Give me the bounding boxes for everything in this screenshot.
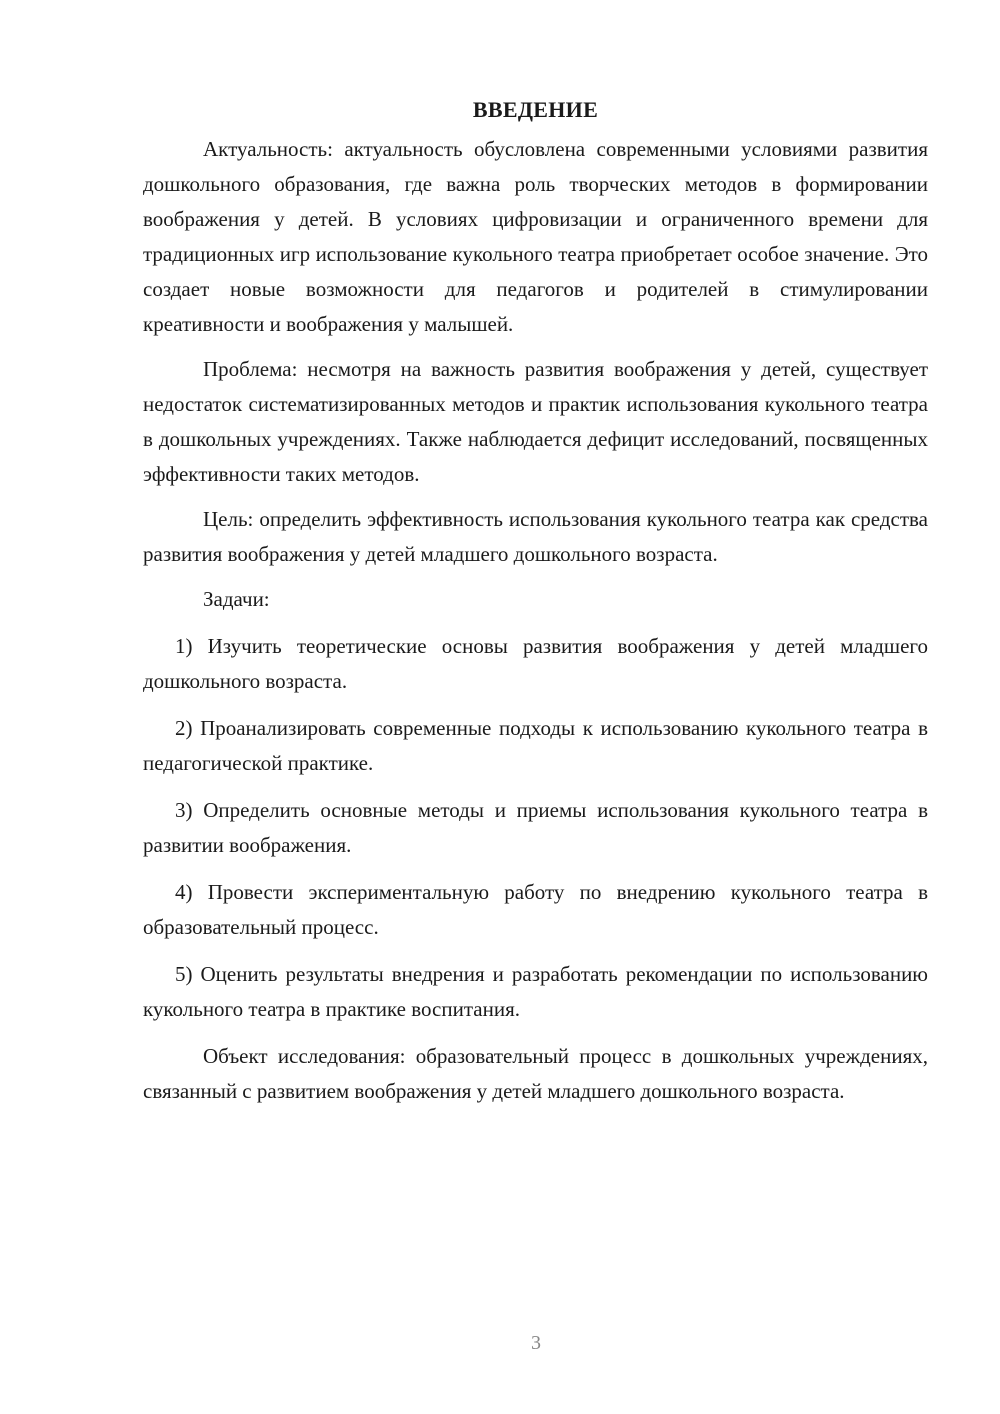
- task-item: 4) Провести экспериментальную работу по внедрению кукольного театра в образовательный процесс.: [143, 880, 928, 939]
- problem-paragraph: Проблема: несмотря на важность развития воображения у детей, существует недостаток систематизированных методов и практик использования кукольного театра в дошкольных учреждениях. Также наблюдается дефицит исследований, посвященных эффективности таких методов.: [143, 357, 928, 486]
- task-item: 1) Изучить теоретические основы развития воображения у детей младшего дошкольного возраста.: [143, 634, 928, 693]
- task-item: 3) Определить основные методы и приемы использования кукольного театра в развитии воображения.: [143, 798, 928, 857]
- goal-paragraph: Цель: определить эффективность использования кукольного театра как средства развития воображения у детей младшего дошкольного возраста.: [143, 507, 928, 566]
- tasks-heading: Задачи:: [203, 587, 270, 611]
- relevance-paragraph: Актуальность: актуальность обусловлена современными условиями развития дошкольного образования, где важна роль творческих методов в формировании воображения у детей. В условиях цифровизации и ограниченного времени для традиционных игр использование кукольного театра приобретает особое значение. Это создает новые возможности для педагогов и родителей в стимулировании креативности и воображения у малышей.: [143, 137, 928, 336]
- object-paragraph: Объект исследования: образовательный процесс в дошкольных учреждениях, связанный с развитием воображения у детей младшего дошкольного возраста.: [143, 1044, 928, 1103]
- page-number: 3: [531, 1332, 541, 1354]
- task-item: 5) Оценить результаты внедрения и разработать рекомендации по использованию кукольного театра в практике воспитания.: [143, 962, 928, 1021]
- document-page: [143, 92, 928, 1109]
- section-title: ВВЕДЕНИЕ: [472, 97, 599, 122]
- task-item: 2) Проанализировать современные подходы к использованию кукольного театра в педагогической практике.: [143, 716, 928, 775]
